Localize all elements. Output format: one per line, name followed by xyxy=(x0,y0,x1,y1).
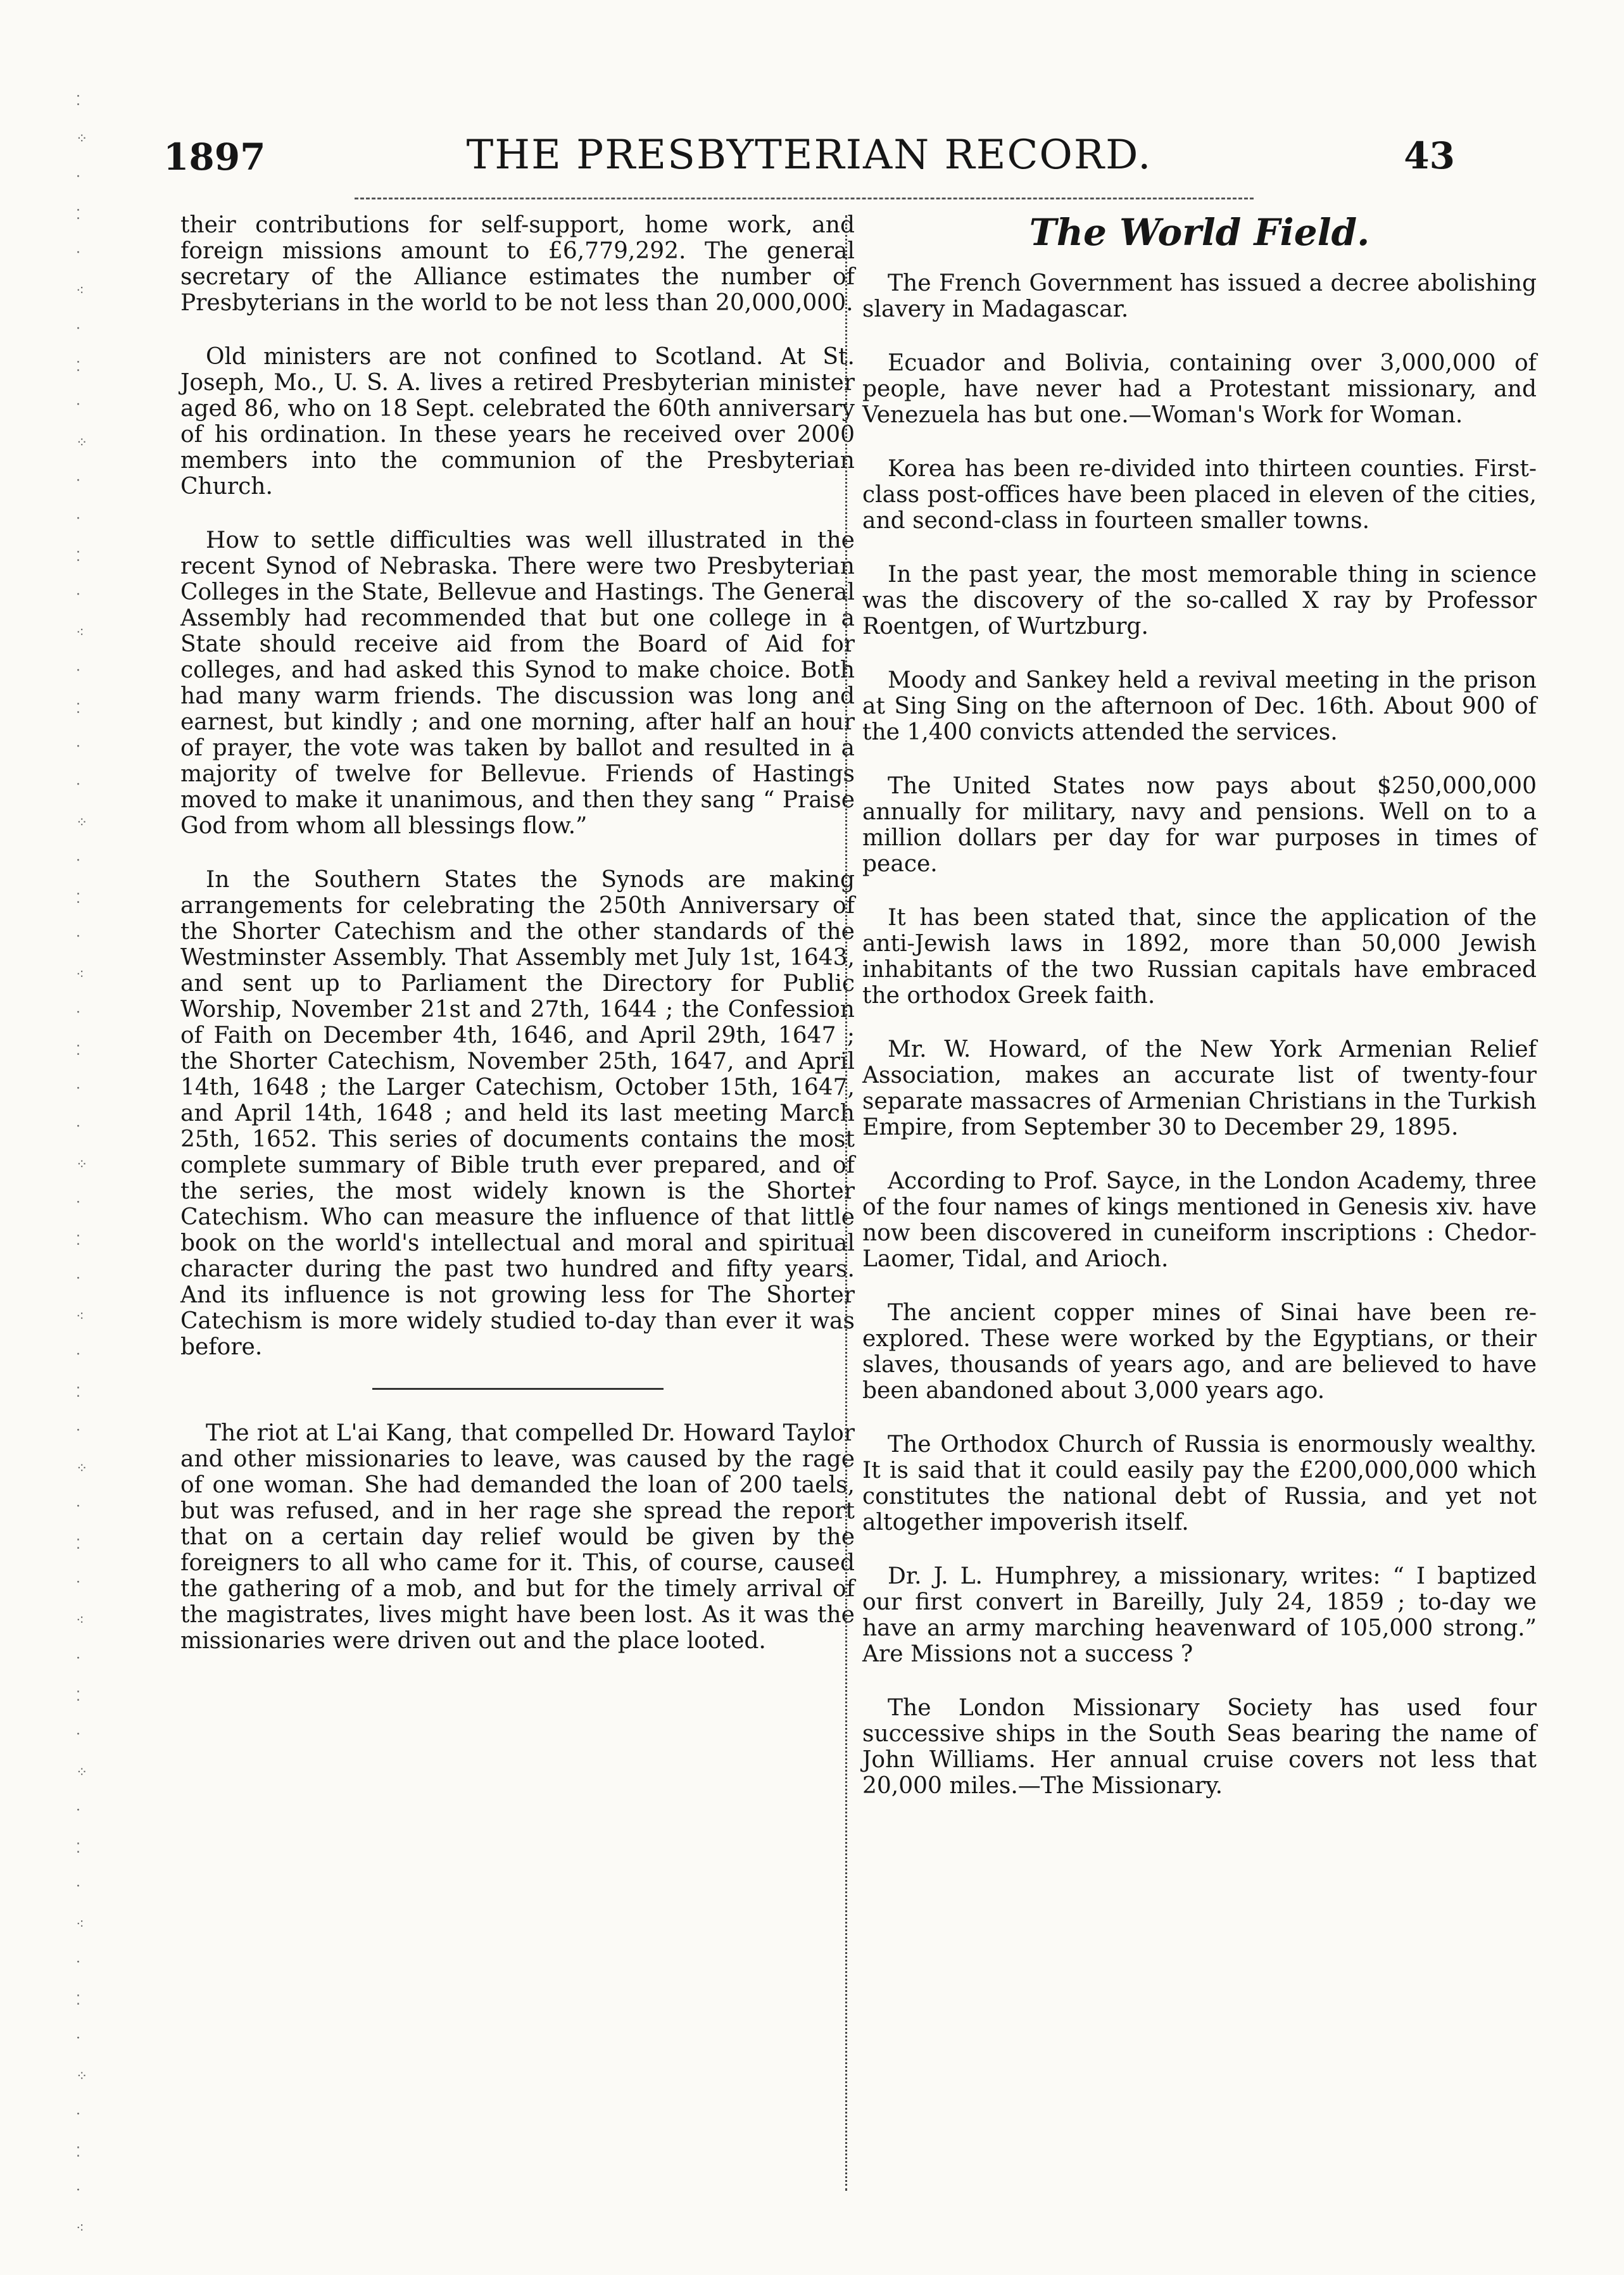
paragraph: The riot at L'ai Kang, that compelled Dr. Howard Taylor and other missionaries to leave, was caused by the rage of one woman. She had demanded the loan of 200 taels, but was refused, and in her rage she spread the report that on a certain day relief would be given by the foreigners to all who came for it. This, of course, caused the gathering of a mob, and but for the timely arrival of the magistrates, lives might have been lost. As it was the missionaries were driven out and the place looted. xyxy=(180,1420,855,1654)
paragraph: The French Government has issued a decree abolishing slavery in Madagascar. xyxy=(862,270,1537,322)
paragraph: Mr. W. Howard, of the New York Armenian Relief Association, makes an accurate list of twenty-four separate massacres of Armenian Christians in the Turkish Empire, from September 30 to December 29, 1895. xyxy=(862,1037,1537,1140)
paragraph: Moody and Sankey held a revival meeting in the prison at Sing Sing on the afternoon of Dec. 16th. About 900 of the 1,400 convicts attended the services. xyxy=(862,667,1537,745)
paragraph: Korea has been re-divided into thirteen counties. First-class post-offices have been placed in eleven of the cities, and second-class in fourteen smaller towns. xyxy=(862,456,1537,534)
paragraph: It has been stated that, since the application of the anti-Jewish laws in 1892, more than 50,000 Jewish inhabitants of the two Russian capitals have embraced the orthodox Greek faith. xyxy=(862,905,1537,1009)
paragraph: According to Prof. Sayce, in the London Academy, three of the four names of kings mentioned in Genesis xiv. have now been discovered in cuneiform inscriptions : Chedor-Laomer, Tidal, and Arioch. xyxy=(862,1168,1537,1272)
paragraph: The London Missionary Society has used four successive ships in the South Seas bearing the name of John Williams. Her annual cruise covers not less that 20,000 miles.—The Missionary. xyxy=(862,1695,1537,1799)
page-number: 43 xyxy=(1404,134,1455,177)
paragraph: The ancient copper mines of Sinai have been re-explored. These were worked by the Egyptians, or their slaves, thousands of years ago, and are believed to have been abandoned about 3,000 years ago. xyxy=(862,1300,1537,1404)
paragraph: Ecuador and Bolivia, containing over 3,000,000 of people, have never had a Protestant missionary, and Venezuela has but one.—Woman's Work for Woman. xyxy=(862,350,1537,428)
header-year: 1897 xyxy=(163,135,266,179)
paragraph: In the past year, the most memorable thing in science was the discovery of the so-called X ray by Professor Roentgen, of Wurtzburg. xyxy=(862,562,1537,640)
paragraph: their contributions for self-support, home work, and foreign missions amount to £6,779,292. The general secretary of the Alliance estimates the number of Presbyterians in the world to be not less than 20,000,000. xyxy=(180,212,855,316)
paragraph: How to settle difficulties was well illustrated in the recent Synod of Nebraska. There were two Presbyterian Colleges in the State, Bellevue and Hastings. The General Assembly had recommended that but one college in a State should receive aid from the Board of Aid for colleges, and had asked this Synod to make choice. Both had many warm friends. The discussion was long and earnest, but kindly ; and one morning, after half an hour of prayer, the vote was taken by ballot and resulted in a majority of twelve for Bellevue. Friends of Hastings moved to make it unanimous, and then they sang “ Praise God from whom all blessings flow.” xyxy=(180,527,855,839)
margin-scan-marks: ⁚ ⁘ · ⁚ · ⁖ · ⁚ · ⁘ · · ⁚ · ⁖ · ⁚ · · ⁘ · ⁚ · ⁖ · ⁚ · · ⁘ · ⁚ · ⁖ · ⁚ · ⁘ · ⁚ · ⁖ · ⁚ · ⁘ · ⁚ · ⁖ · ⁚ · ⁘ · ⁚ · ⁖ xyxy=(76,93,88,2236)
column-divider xyxy=(845,215,847,2191)
right-column xyxy=(862,212,1537,1827)
page-header xyxy=(163,132,1455,189)
left-column xyxy=(180,212,855,1682)
paragraph: Dr. J. L. Humphrey, a missionary, writes: “ I baptized our first convert in Bareilly, July 24, 1859 ; to-day we have an army marching heavenward of 105,000 strong.” Are Missions not a success ? xyxy=(862,1563,1537,1667)
paragraph: The Orthodox Church of Russia is enormously wealthy. It is said that it could easily pay the £200,000,000 which constitutes the national debt of Russia, and yet not altogether impoverish itself. xyxy=(862,1432,1537,1535)
paragraph: Old ministers are not confined to Scotland. At St. Joseph, Mo., U. S. A. lives a retired Presbyterian minister aged 86, who on 18 Sept. celebrated the 60th anniversary of his ordination. In these years he received over 2000 members into the communion of the Presbyterian Church. xyxy=(180,344,855,500)
section-title: The World Field. xyxy=(1029,211,1370,254)
paragraph: The United States now pays about $250,000,000 annually for military, navy and pensions. Well on to a million dollars per day for war purposes in times of peace. xyxy=(862,773,1537,877)
header-rule xyxy=(355,198,1254,199)
section-separator xyxy=(372,1388,664,1390)
paragraph: In the Southern States the Synods are making arrangements for celebrating the 250th Anniversary of the Shorter Catechism and the other standards of the Westminster Assembly. That Assembly met July 1st, 1643, and sent up to Parliament the Directory for Public Worship, November 21st and 27th, 1644 ; the Confession of Faith on December 4th, 1646, and April 29th, 1647 ; the Shorter Catechism, November 25th, 1647, and April 14th, 1648 ; the Larger Catechism, October 15th, 1647, and April 14th, 1648 ; and held its last meeting March 25th, 1652. This series of documents contains the most complete summary of Bible truth ever prepared, and of the series, the most widely known is the Shorter Catechism. Who can measure the influence of that little book on the world's intellectual and moral and spiritual character during the past two hundred and fifty years. And its influence is not growing less for The Shorter Catechism is more widely studied to-day than ever it was before. xyxy=(180,867,855,1360)
publication-title: THE PRESBYTERIAN RECORD. xyxy=(466,132,1152,179)
